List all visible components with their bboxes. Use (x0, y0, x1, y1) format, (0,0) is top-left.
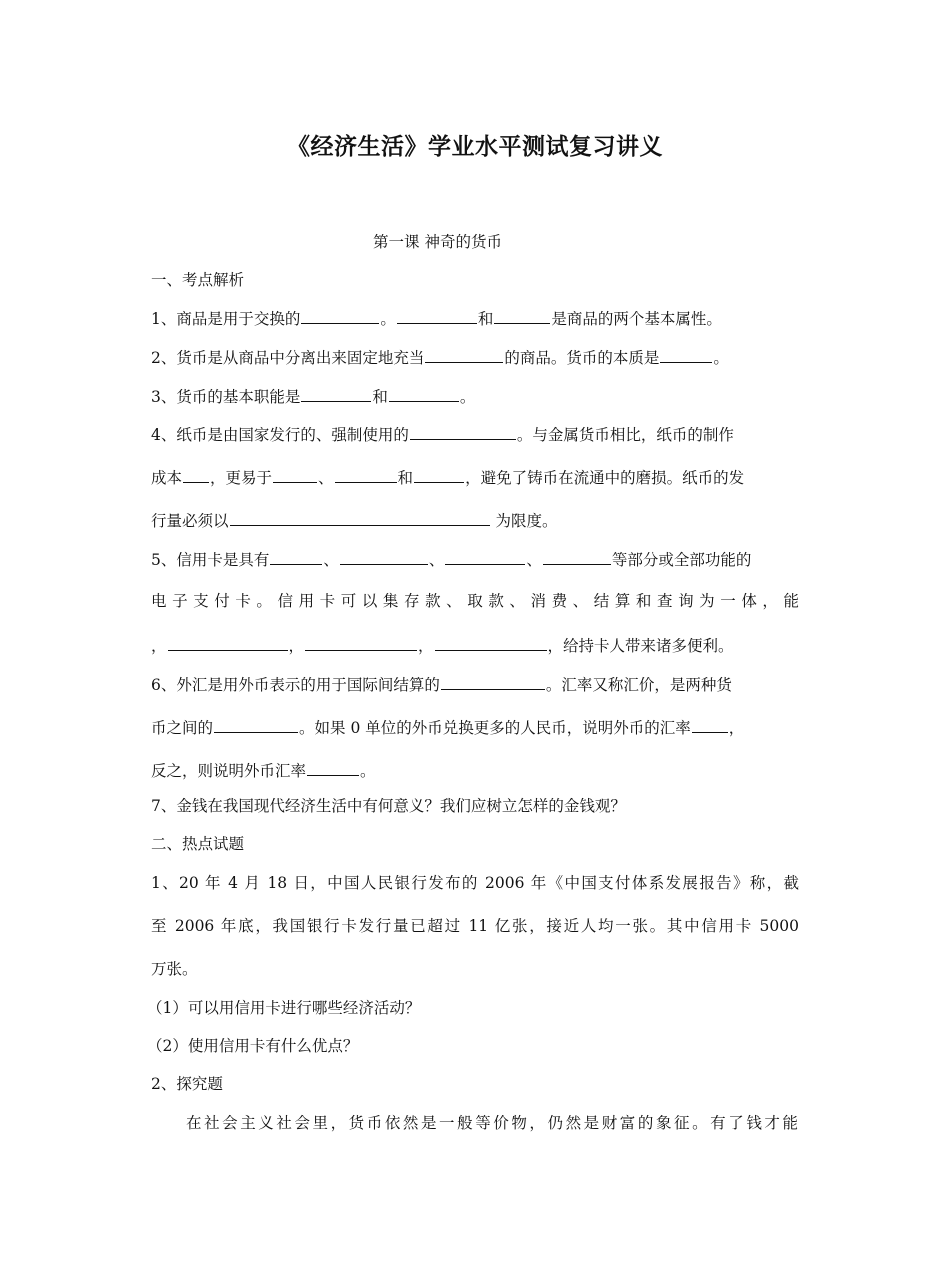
fill-blank[interactable] (273, 466, 317, 483)
hot-question-1-line-3: 万张。 (151, 960, 198, 978)
fill-blank[interactable] (307, 759, 359, 776)
question-4-line-2: 成本 ，更易于 、 和 ，避免了铸币在流通中的磨损。纸币的发 (151, 466, 811, 488)
fill-blank[interactable] (168, 634, 288, 651)
lesson-title: 第一课 神奇的货币 (373, 233, 502, 251)
document-title: 《经济生活》学业水平测试复习讲义 (287, 134, 663, 160)
fill-blank[interactable] (435, 634, 547, 651)
fill-blank[interactable] (445, 548, 525, 565)
fill-blank[interactable] (305, 634, 417, 651)
fill-blank[interactable] (270, 548, 322, 565)
question-4-line-3: 行量必须以 为限度。 (151, 509, 811, 531)
fill-blank[interactable] (389, 385, 459, 402)
fill-blank[interactable] (301, 385, 371, 402)
question-6-line-1: 6、外汇是用外币表示的用于国际间结算的 。汇率又称汇价，是两种货 (151, 673, 811, 695)
fill-blank[interactable] (340, 548, 428, 565)
fill-blank[interactable] (335, 466, 397, 483)
question-1: 1、商品是用于交换的 。 和 是商品的两个基本属性。 (151, 307, 811, 329)
fill-blank[interactable] (301, 307, 379, 324)
fill-blank[interactable] (660, 346, 712, 363)
fill-blank[interactable] (414, 466, 464, 483)
question-6-line-3: 反之，则说明外币汇率 。 (151, 759, 811, 781)
hot-question-1-line-2: 至 2006 年底，我国银行卡发行量已超过 11 亿张，接近人均一张。其中信用卡 5000 (151, 917, 799, 935)
question-5-line-1: 5、信用卡是具有 、 、 、 等部分或全部功能的 (151, 548, 811, 570)
hot-question-2-title: 2、探究题 (151, 1075, 223, 1093)
hot-question-1-line-1: 1、20 年 4 月 18 日，中国人民银行发布的 2006 年《中国支付体系发展报告》称，截 (151, 874, 799, 892)
fill-blank[interactable] (214, 716, 298, 733)
question-4-line-1: 4、纸币是由国家发行的、强制使用的 。与金属货币相比，纸币的制作 (151, 423, 811, 445)
fill-blank[interactable] (397, 307, 477, 324)
fill-blank[interactable] (543, 548, 611, 565)
question-2: 2、货币是从商品中分离出来固定地充当 的商品。货币的本质是 。 (151, 346, 811, 368)
question-5-line-3: ， ， ， ，给持卡人带来诸多便利。 (151, 634, 811, 656)
section-heading-analysis: 一、考点解析 (151, 271, 245, 289)
fill-blank[interactable] (183, 466, 209, 483)
fill-blank[interactable] (230, 509, 490, 526)
section-heading-hot-topics: 二、热点试题 (151, 835, 245, 853)
question-7: 7、金钱在我国现代经济生活中有何意义？我们应树立怎样的金钱观？ (151, 797, 626, 815)
question-6-line-2: 币之间的 。如果 0 单位的外币兑换更多的人民币，说明外币的汇率 ， (151, 716, 811, 738)
hot-question-1-sub-1: （1）可以用信用卡进行哪些经济活动？ (147, 999, 421, 1017)
fill-blank[interactable] (410, 423, 516, 440)
fill-blank[interactable] (441, 673, 545, 690)
question-5-line-2: 电子支付卡。信用卡可以集存款、取款、消费、结算和查询为一体，能 (151, 592, 799, 610)
question-3: 3、货币的基本职能是 和 。 (151, 385, 811, 407)
fill-blank[interactable] (494, 307, 550, 324)
hot-question-1-sub-2: （2）使用信用卡有什么优点？ (147, 1037, 359, 1055)
hot-question-2-paragraph: 在社会主义社会里，货币依然是一般等价物，仍然是财富的象征。有了钱才能 (186, 1114, 798, 1132)
fill-blank[interactable] (425, 346, 503, 363)
fill-blank[interactable] (692, 716, 728, 733)
